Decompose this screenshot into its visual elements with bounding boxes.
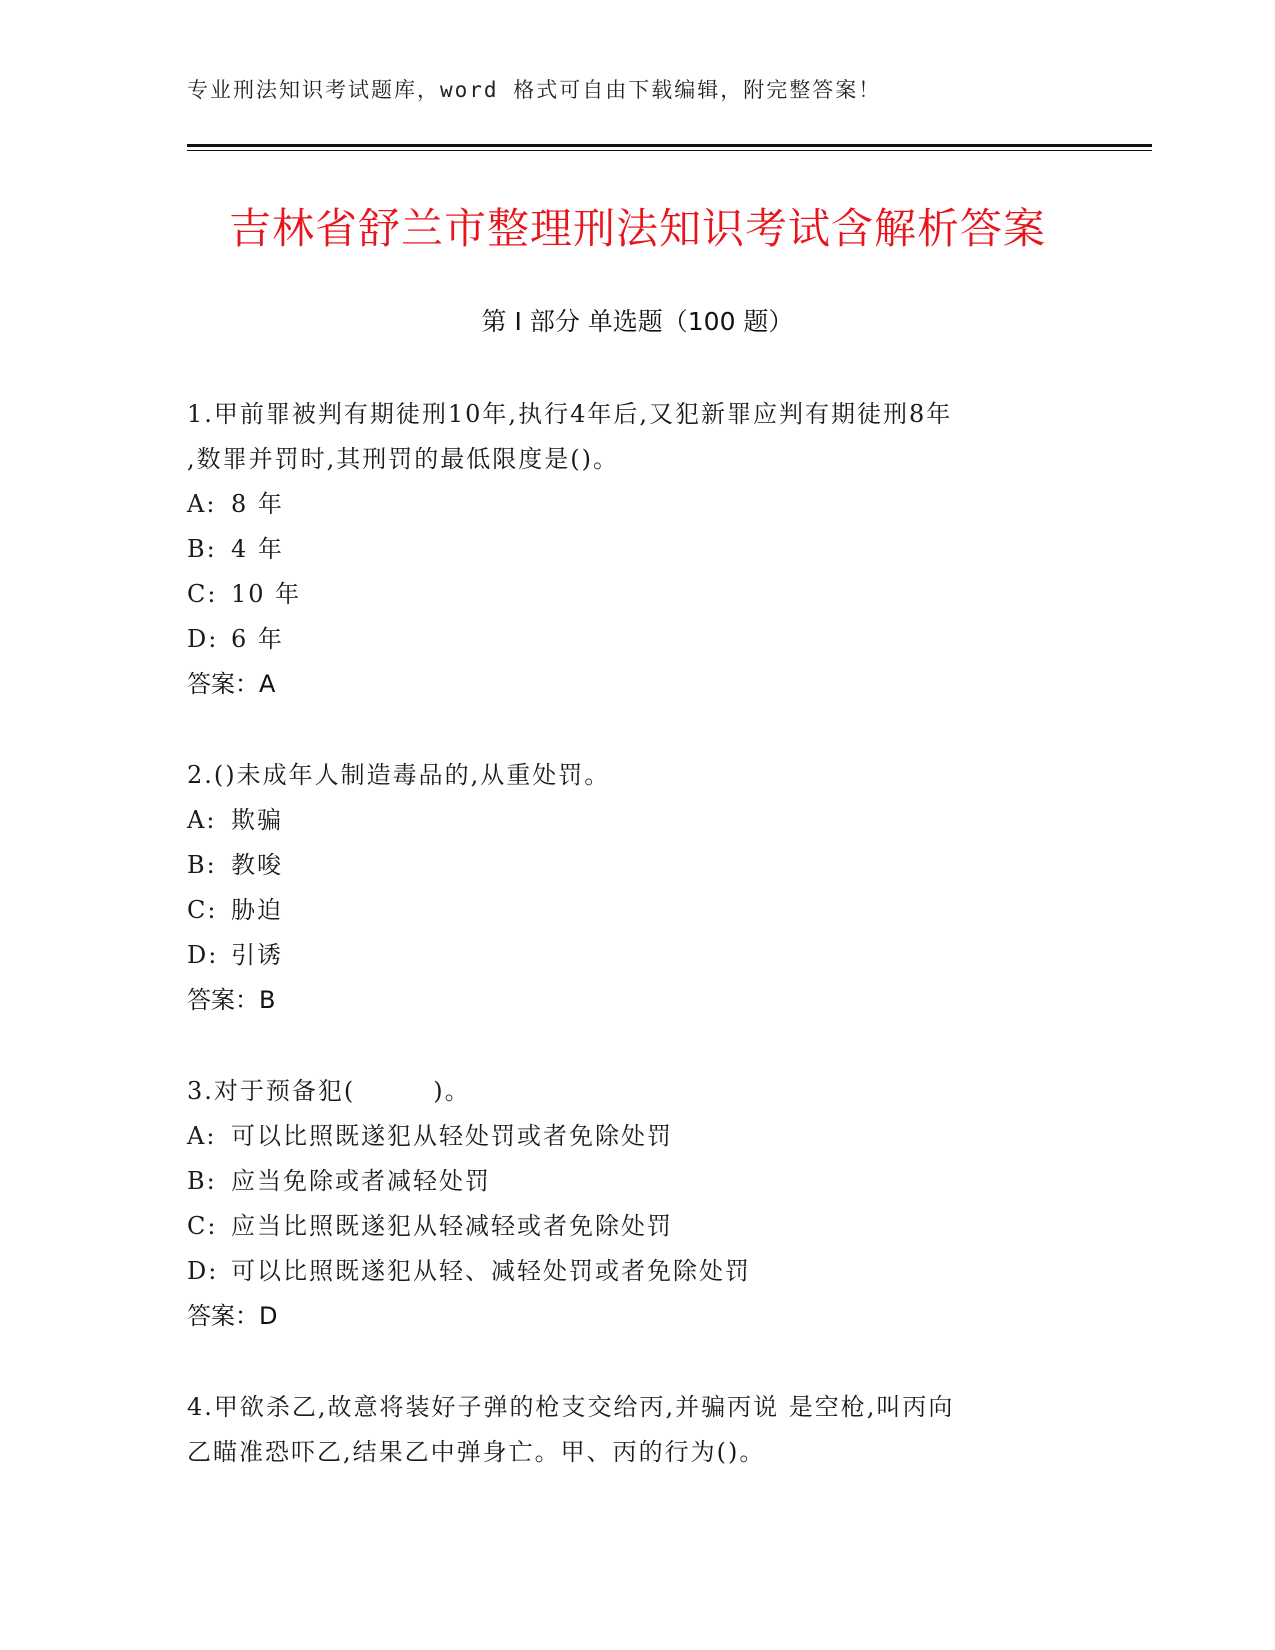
question-3 xyxy=(187,1069,1087,1339)
question-1 xyxy=(187,392,1087,707)
option-d xyxy=(187,1249,1087,1294)
option-key: B: xyxy=(187,1167,217,1195)
option-text: 4 年 xyxy=(231,535,284,563)
option-text: 引诱 xyxy=(231,941,283,969)
question-text-continued: 乙瞄准恐吓乙,结果乙中弹身亡。甲、丙的行为()。 xyxy=(187,1438,766,1466)
option-key: D: xyxy=(187,941,219,969)
option-text: 6 年 xyxy=(231,625,284,653)
question-text-continued: ,数罪并罚时,其刑罚的最低限度是()。 xyxy=(187,445,619,473)
option-d xyxy=(187,617,1087,662)
option-c xyxy=(187,572,1087,617)
option-key: A: xyxy=(187,1122,217,1150)
option-key: B: xyxy=(187,535,217,563)
option-key: A: xyxy=(187,490,217,518)
option-b xyxy=(187,843,1087,888)
option-b xyxy=(187,527,1087,572)
option-d xyxy=(187,933,1087,978)
question-4 xyxy=(187,1385,1087,1475)
option-key: C: xyxy=(187,580,218,608)
document-title: 吉林省舒兰市整理刑法知识考试含解析答案 xyxy=(228,204,1046,253)
question-text: 2.()未成年人制造毒品的,从重处罚。 xyxy=(187,761,611,789)
option-text: 胁迫 xyxy=(231,896,283,924)
section-title: 第 I 部分 单选题（100 题） xyxy=(481,307,794,336)
question-text: 1.甲前罪被判有期徒刑10年,执行4年后,又犯新罪应判有期徒刑8年 xyxy=(187,400,953,428)
option-text: 可以比照既遂犯从轻处罚或者免除处罚 xyxy=(231,1122,673,1150)
question-text: 3.对于预备犯( )。 xyxy=(187,1077,471,1105)
option-text: 教唆 xyxy=(231,851,283,879)
option-text: 10 年 xyxy=(231,580,302,608)
option-key: B: xyxy=(187,851,217,879)
option-text: 8 年 xyxy=(231,490,284,518)
header-rule-thin xyxy=(187,150,1152,151)
option-text: 应当免除或者减轻处罚 xyxy=(231,1167,491,1195)
header-note: 专业刑法知识考试题库，word 格式可自由下载编辑，附完整答案！ xyxy=(187,78,882,102)
option-a xyxy=(187,1114,1087,1159)
option-text: 欺骗 xyxy=(231,806,283,834)
header-rule-thick xyxy=(187,144,1152,147)
option-key: A: xyxy=(187,806,217,834)
answer-label: 答案：D xyxy=(187,1302,278,1330)
option-key: C: xyxy=(187,1212,218,1240)
option-key: D: xyxy=(187,1257,219,1285)
option-a xyxy=(187,482,1087,527)
option-text: 应当比照既遂犯从轻减轻或者免除处罚 xyxy=(231,1212,673,1240)
option-text: 可以比照既遂犯从轻、减轻处罚或者免除处罚 xyxy=(231,1257,751,1285)
question-text: 4.甲欲杀乙,故意将装好子弹的枪支交给丙,并骗丙说 是空枪,叫丙向 xyxy=(187,1393,955,1421)
option-b xyxy=(187,1159,1087,1204)
option-key: D: xyxy=(187,625,219,653)
question-list xyxy=(187,392,1087,1521)
answer-label: 答案：B xyxy=(187,986,276,1014)
option-c xyxy=(187,888,1087,933)
answer-label: 答案：A xyxy=(187,670,276,698)
option-c xyxy=(187,1204,1087,1249)
question-2 xyxy=(187,753,1087,1023)
option-key: C: xyxy=(187,896,218,924)
option-a xyxy=(187,798,1087,843)
